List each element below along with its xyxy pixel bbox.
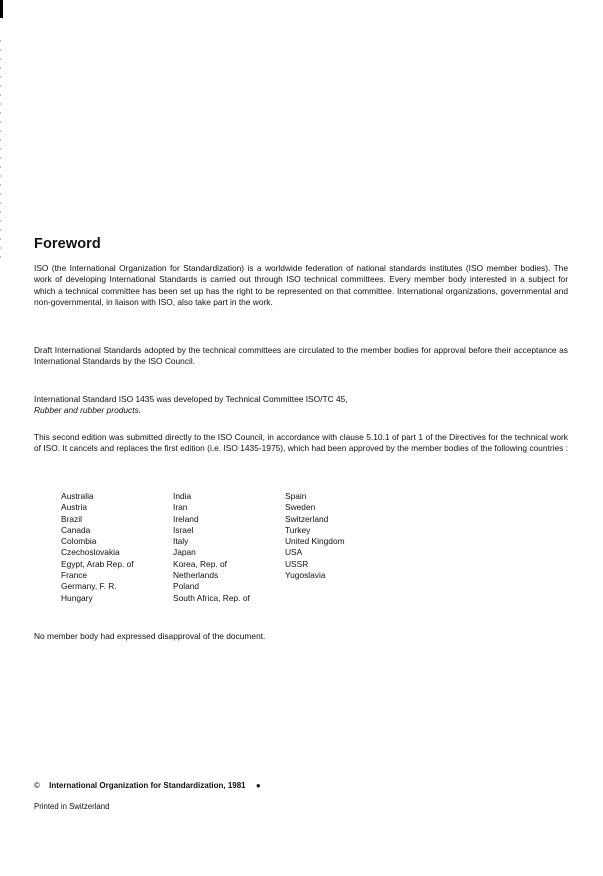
paragraph-development	[34, 394, 568, 417]
paragraph-second-edition: This second edition was submitted directly to the ISO Council, in accordance with clause 5.10.1 of part 1 of the Directives for the technical work of ISO. It cancels and replaces the first edition (i.e. ISO 1435-1975), which had been approved by the member bodies of the following countries :	[34, 432, 568, 454]
country-name: Austria	[61, 502, 88, 513]
country-name: Korea, Rep. of	[173, 558, 228, 569]
country-name: Netherlands	[173, 570, 219, 581]
country-name: Turkey	[285, 524, 311, 535]
printed-in-text: Printed in Switzerland	[34, 802, 110, 811]
country-name: Switzerland	[285, 513, 329, 524]
country-name: United Kingdom	[285, 536, 345, 547]
country-name: Iran	[173, 502, 188, 513]
page-title: Foreword	[34, 236, 101, 252]
country-name: Poland	[173, 581, 200, 592]
country-name: USA	[285, 547, 303, 558]
country-name: Israel	[173, 524, 194, 535]
scan-edge-mark	[0, 0, 3, 18]
country-name: Colombia	[61, 536, 97, 547]
country-name: Ireland	[173, 513, 199, 524]
development-text: International Standard ISO 1435 was developed by Technical Committee ISO/TC 45,	[34, 394, 348, 404]
copyright-line	[34, 781, 261, 790]
country-name: India	[173, 491, 192, 501]
country-name: Brazil	[61, 513, 82, 524]
paragraph-no-disapproval: No member body had expressed disapproval of the document.	[34, 631, 266, 641]
country-name: USSR	[285, 558, 309, 569]
country-name: France	[61, 570, 88, 581]
countries-column-3	[285, 491, 345, 581]
country-name: Egypt, Arab Rep. of	[61, 558, 134, 569]
country-name: Japan	[173, 547, 196, 558]
country-name: Australia	[61, 491, 94, 501]
countries-column-1	[61, 491, 134, 604]
country-name: South Africa, Rep. of	[173, 592, 250, 603]
country-name: Italy	[173, 536, 189, 547]
copyright-text: International Organization for Standardization, 1981	[49, 781, 246, 790]
paragraph-iso-federation: ISO (the International Organization for Standardization) is a worldwide federation of national standards institutes (ISO member bodies). The work of developing International Standards is carried out through ISO technical committees. Every member body interested in a subject for which a technical committee has been set up has the right to be represented on that committee. International organizations, governmental and non-governmental, in liaison with ISO, also take part in the work.	[34, 263, 568, 307]
country-name: Sweden	[285, 502, 316, 513]
copyright-icon: ©	[34, 781, 40, 790]
paragraph-draft-standards: Draft International Standards adopted by the technical committees are circulated to the member bodies for approval before their acceptance as International Standards by the ISO Council.	[34, 345, 568, 367]
countries-column-2	[173, 491, 250, 604]
country-name: Yugoslavia	[285, 570, 326, 581]
country-name: Hungary	[61, 592, 93, 603]
committee-title: Rubber and rubber products.	[34, 405, 142, 416]
scan-edge-specks	[0, 40, 1, 260]
country-name: Czechoslovakia	[61, 547, 120, 558]
country-name: Germany, F. R.	[61, 581, 117, 592]
country-name: Spain	[285, 491, 307, 501]
country-name: Canada	[61, 524, 91, 535]
bullet-icon: ●	[255, 781, 261, 790]
